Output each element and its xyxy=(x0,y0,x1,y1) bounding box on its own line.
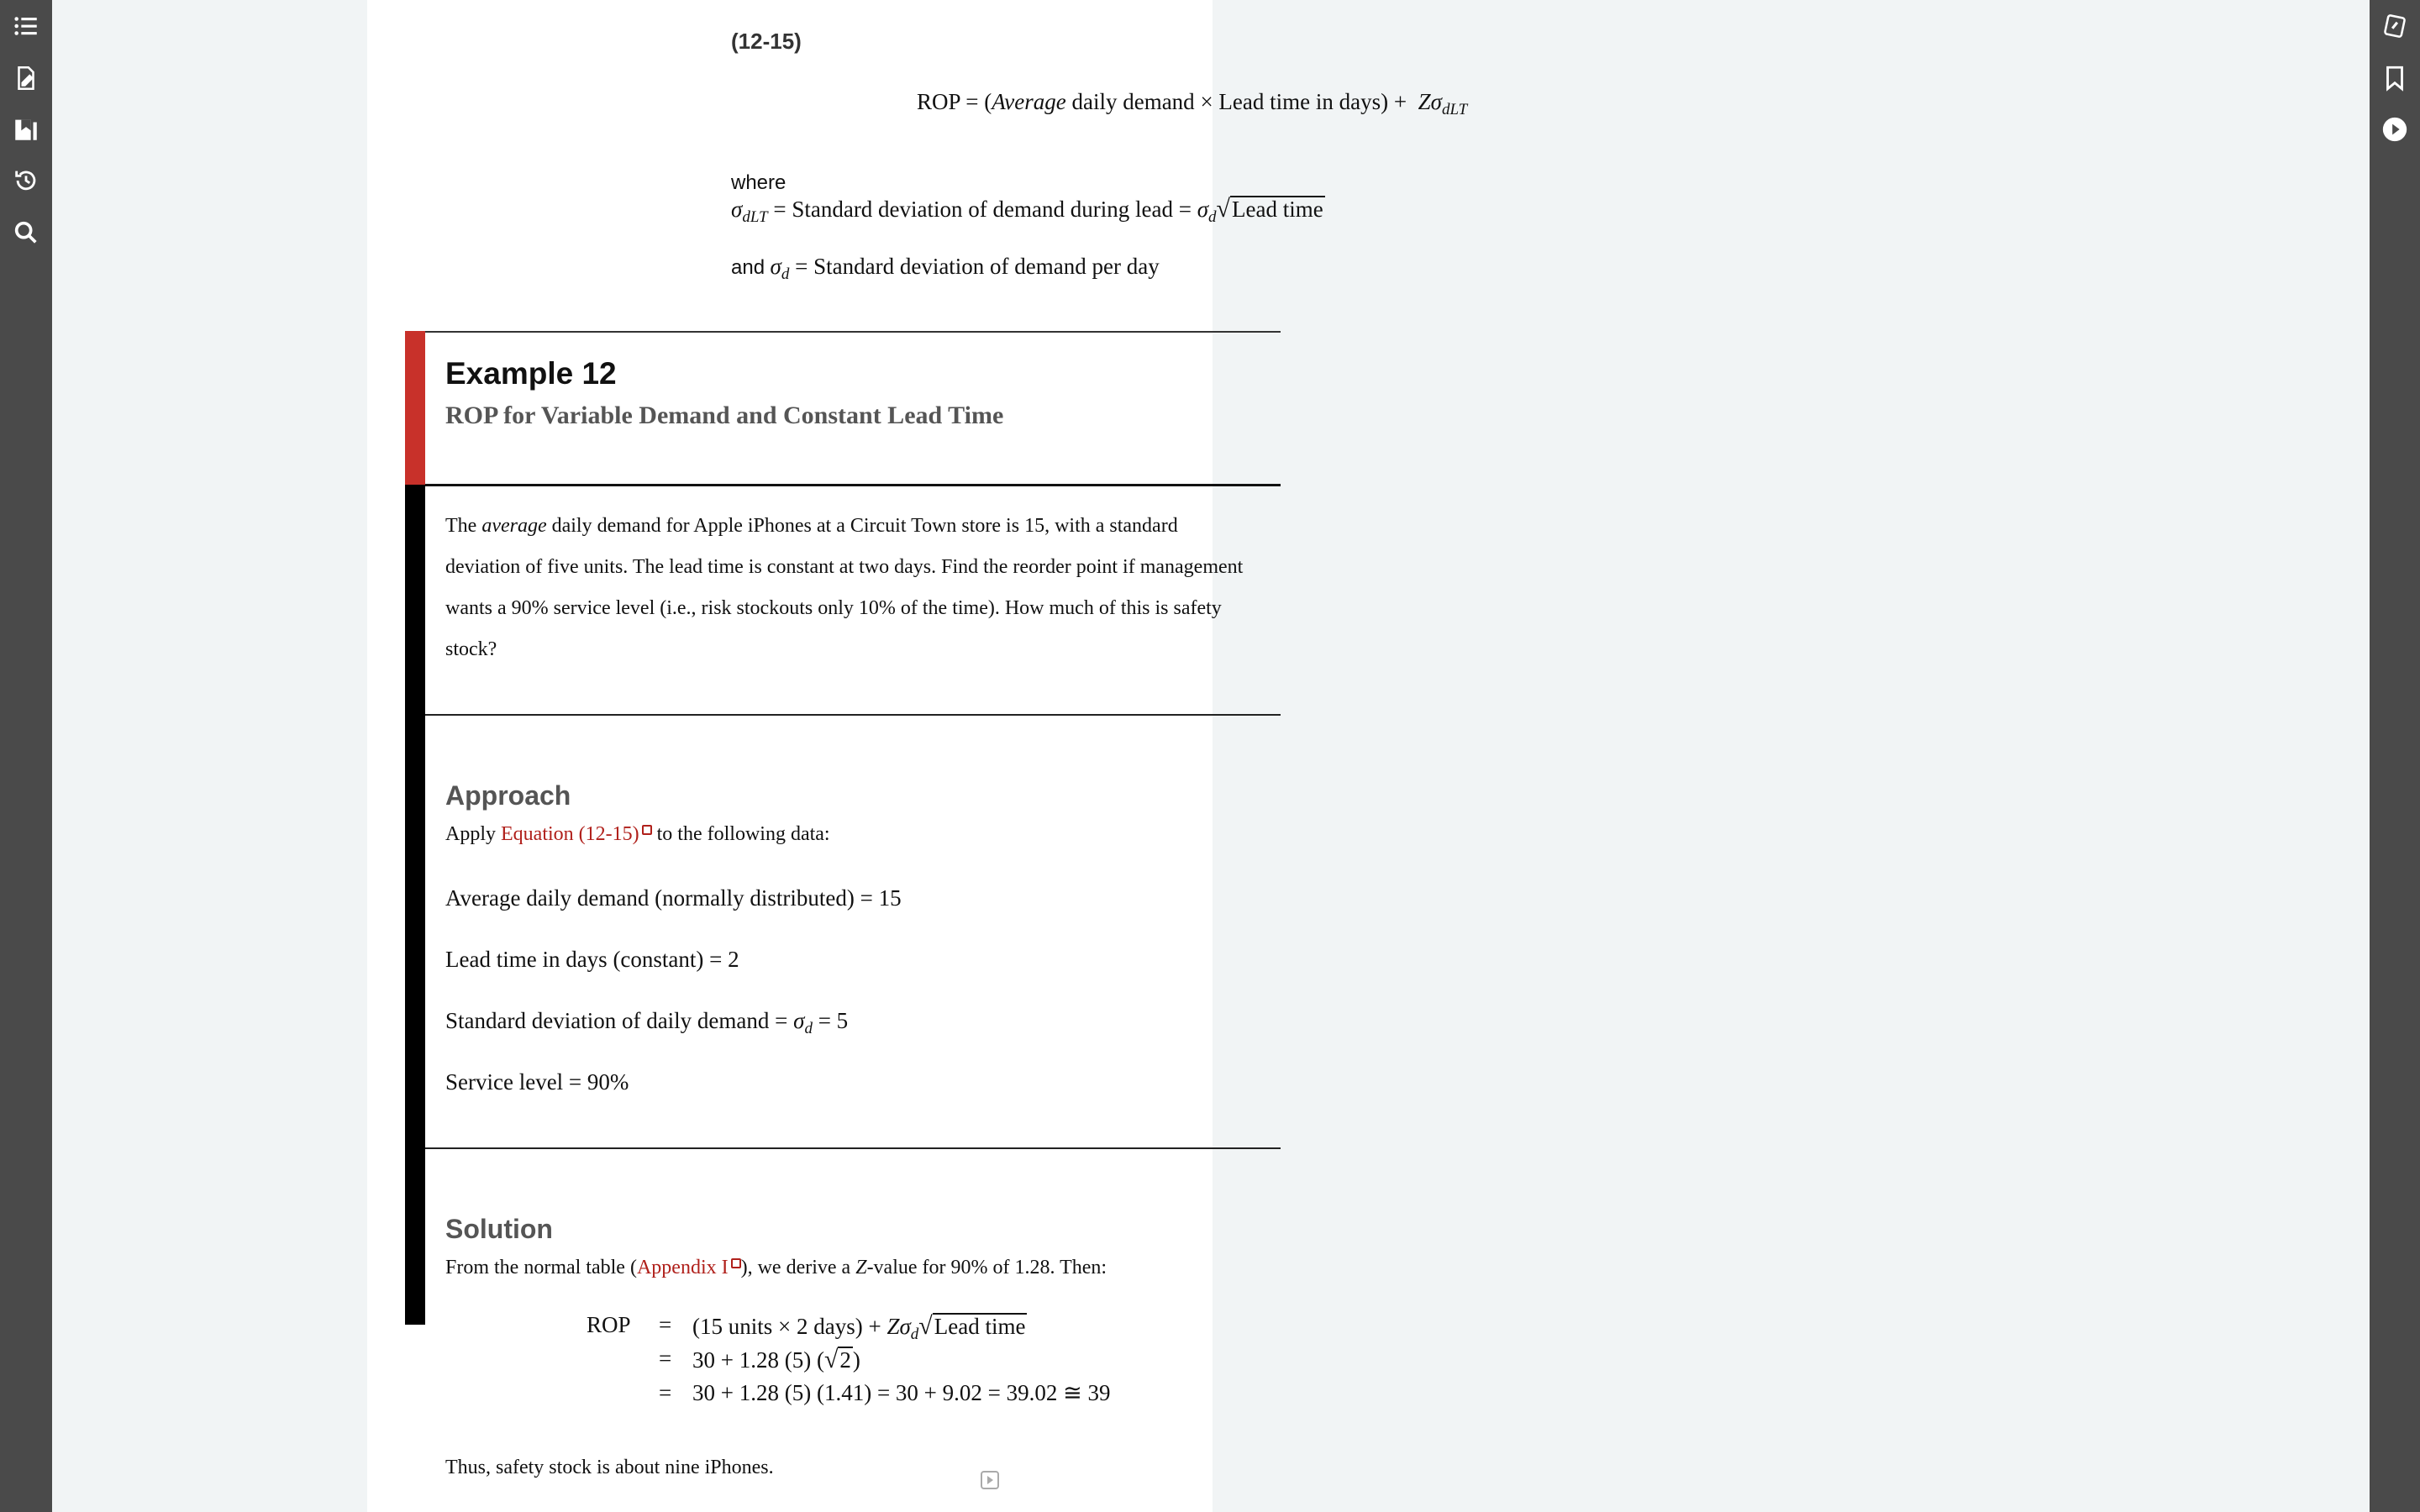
example-box xyxy=(405,331,1281,1499)
solution-conclusion: Thus, safety stock is about nine iPhones. xyxy=(445,1457,774,1478)
external-link-icon xyxy=(731,1258,741,1268)
example-subtitle: ROP for Variable Demand and Constant Lead Time xyxy=(445,402,1004,429)
right-toolbar xyxy=(2370,0,2420,1512)
search-icon[interactable] xyxy=(0,212,52,254)
left-toolbar xyxy=(0,0,52,1512)
bookmark-icon[interactable] xyxy=(2370,57,2420,99)
example-side-bar xyxy=(405,485,425,1325)
divider xyxy=(405,331,1281,333)
notes-icon[interactable] xyxy=(0,57,52,99)
bookmarks-icon[interactable] xyxy=(0,108,52,150)
apply-line: Apply Equation (12-15) to the following data: xyxy=(445,823,830,845)
solution-row-3: 30 + 1.28 (5) (1.41) = 30 + 9.02 = 39.02 ≅ 39 xyxy=(692,1380,1111,1405)
example-problem: The average daily demand for Apple iPhones at a Circuit Town store is 15, with a standard deviation of five units. The lead time is constant at two days. Find the reorder point if management wants a 90% service level (i.e., risk stockouts only 10% of the time). How much of this is safety stock? xyxy=(445,515,1244,660)
appendix-link[interactable]: Appendix I xyxy=(637,1257,741,1278)
solution-row-2: 30 + 1.28 (5) (√2) xyxy=(692,1346,860,1373)
media-icon[interactable] xyxy=(980,1470,1000,1490)
data-line: Lead time in days (constant) = 2 xyxy=(445,947,739,972)
history-icon[interactable] xyxy=(0,160,52,202)
solution-heading: Solution xyxy=(445,1214,553,1244)
divider xyxy=(425,484,1281,486)
equation-number: (12-15) xyxy=(731,29,802,54)
example-accent-bar xyxy=(405,331,425,485)
and-definition: and $\sigma_d$ = Standard deviation of demand per day xyxy=(731,254,1160,283)
equals-sign: = xyxy=(659,1380,672,1405)
data-line: Standard deviation of daily demand = $\sigma_d = 5$ xyxy=(445,1008,849,1037)
solution-intro: From the normal table (Appendix I ), we derive a Z-value for 90% of 1.28. Then: xyxy=(445,1257,1107,1278)
divider xyxy=(425,1147,1281,1149)
flashcards-icon[interactable] xyxy=(2370,5,2420,47)
table-of-contents-icon[interactable] xyxy=(0,5,52,47)
example-title: Example 12 xyxy=(445,356,617,391)
equation-link[interactable]: Equation (12-15) xyxy=(501,823,652,845)
document-page xyxy=(367,0,1468,1512)
approach-heading: Approach xyxy=(445,780,571,811)
data-line: Service level = 90% xyxy=(445,1069,629,1095)
divider xyxy=(425,714,1281,716)
equals-sign: = xyxy=(659,1312,672,1337)
rop-label: ROP xyxy=(587,1312,631,1337)
rop-equation: ROP = (Average daily demand × Lead time in days) + $Z\sigma_{dLT}$ xyxy=(917,89,1468,118)
data-line: Average daily demand (normally distributed) = 15 xyxy=(445,885,902,911)
external-link-icon xyxy=(642,825,652,835)
play-icon[interactable] xyxy=(2370,108,2420,150)
solution-row-1: (15 units × 2 days) + $Z\sigma_d√Lead$ time xyxy=(692,1312,1026,1343)
where-definition: where $\sigma_{dLT}$ = Standard deviation of demand during lead = $\sigma_d√Lead$ time xyxy=(731,171,1323,226)
equals-sign: = xyxy=(659,1346,672,1371)
